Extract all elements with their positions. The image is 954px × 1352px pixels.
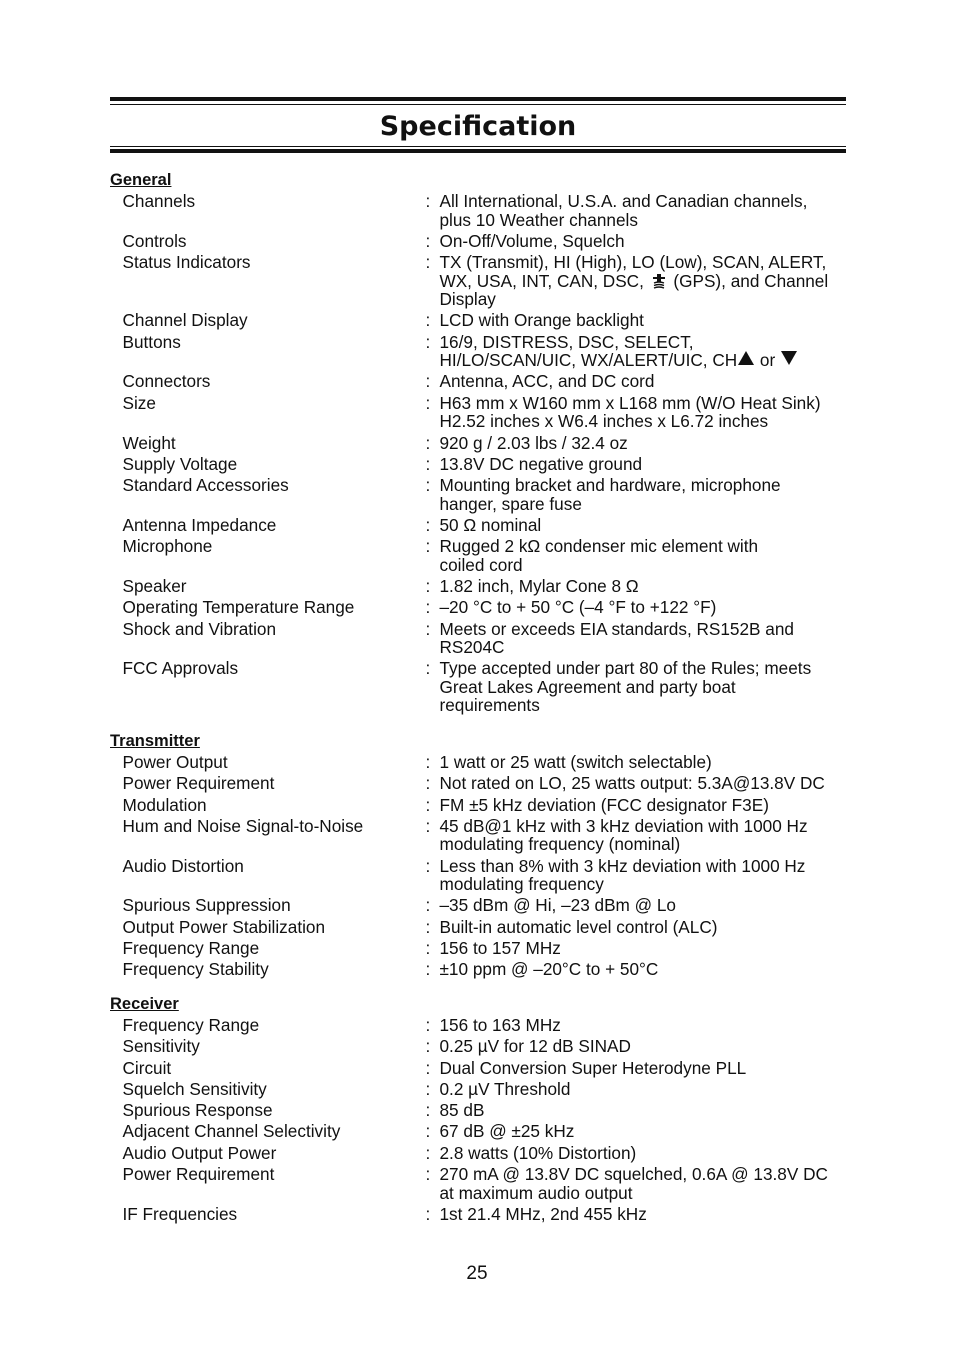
spec-value-line [440,1101,860,1120]
spec-value-text: Rugged 2 kΩ condenser mic element with [439,536,759,557]
spec-row-if-frequencies [110,1205,870,1224]
spec-colon: : [425,1078,431,1099]
spec-value-text: All International, U.S.A. and Canadian channels, [439,191,808,211]
spec-label: Frequency Stability [122,959,269,980]
spec-value-line [440,516,860,535]
spec-colon: : [425,1057,431,1078]
transmitter-section [110,731,870,982]
spec-value-text: 270 mA @ 13.8V DC squelched, 0.6A @ 13.8V DC [439,1164,828,1185]
spec-value-text: WX, USA, INT, CAN, DSC, [439,270,649,291]
spec-row-channels [110,192,870,229]
spec-value-line [440,678,860,697]
spec-value-line [440,960,860,979]
spec-label: Buttons [122,331,181,352]
spec-colon: : [425,1015,431,1035]
spec-value-text: modulating frequency (nominal) [439,834,681,855]
spec-value-line [440,774,860,793]
spec-row-size [110,394,870,431]
spec-value-line [440,556,860,575]
spec-row-operating-temperature-range [110,598,870,617]
spec-label: Size [122,392,156,413]
spec-label: Hum and Noise Signal-to-Noise [122,815,364,836]
spec-value [440,232,860,251]
spec-value-text: H2.52 inches x W6.4 inches x L6.72 inches [439,411,769,432]
spec-row-shock-and-vibration [110,620,870,657]
spec-value-line [440,1205,860,1224]
spec-value-text: –35 dBm @ Hi, –23 dBm @ Lo [439,895,676,916]
spec-row-microphone [110,537,870,574]
spec-value-line [440,434,860,453]
spec-colon: : [425,576,431,597]
spec-value-text: requirements [439,695,540,716]
spec-colon: : [425,1036,431,1057]
spec-value-line [440,1122,860,1141]
spec-colon: : [425,331,431,352]
spec-label: Modulation [122,794,207,815]
spec-row-status-indicators [110,253,870,309]
spec-value-line [440,918,860,937]
spec-value-text: –20 °C to + 50 °C (–4 °F to +122 °F) [439,597,717,618]
spec-colon: : [425,191,431,211]
spec-value [440,253,860,309]
spec-value-line [440,659,860,678]
spec-label: Spurious Suppression [122,895,291,916]
spec-value-text: 1 watt or 25 watt (switch selectable) [439,752,712,772]
spec-label: Connectors [122,371,211,392]
spec-colon: : [425,658,431,679]
spec-colon: : [425,536,431,557]
spec-value-line [440,1184,860,1203]
spec-value [440,1016,860,1035]
spec-label: Supply Voltage [122,453,238,474]
spec-value-text: FM ±5 kHz deviation (FCC designator F3E) [439,794,769,815]
spec-value-line [440,537,860,556]
spec-value-line [440,211,860,230]
spec-value-line [440,394,860,413]
spec-value-text: 0.25 µV for 12 dB SINAD [439,1036,631,1057]
spec-value-text: 2.8 watts (10% Distortion) [439,1142,637,1163]
spec-value-text: Type accepted under part 80 of the Rules; meets [439,658,812,679]
spec-value-line [440,1144,860,1163]
spec-row-sensitivity [110,1037,870,1056]
spec-colon: : [425,1100,431,1121]
spec-value-text: 920 g / 2.03 lbs / 32.4 oz [439,432,628,453]
spec-colon: : [425,895,431,916]
spec-value-text: 1.82 inch, Mylar Cone 8 Ω [439,576,639,597]
spec-value [440,817,860,854]
spec-value-text: Less than 8% with 3 kHz deviation with 1000 Hz [439,855,806,876]
spec-value-line [440,857,860,876]
spec-colon: : [425,752,431,772]
spec-label: Microphone [122,536,213,557]
spec-value-line [440,620,860,639]
spec-label: Weight [122,432,176,453]
spec-value-line [440,577,860,596]
spec-colon: : [425,1121,431,1142]
gps-suffix-text: (GPS), and Channel [668,270,829,291]
spec-value-text: LCD with Orange backlight [439,310,644,331]
spec-row-spurious-response [110,1101,870,1120]
spec-label: Channel Display [122,310,248,331]
spec-value-line [440,939,860,958]
spec-label: Frequency Range [122,1015,260,1035]
spec-value-line [440,1165,860,1184]
spec-label: Squelch Sensitivity [122,1078,267,1099]
spec-value-text: TX (Transmit), HI (High), LO (Low), SCAN, ALERT, [439,252,827,273]
spec-row-circuit [110,1059,870,1078]
spec-value-line [440,638,860,657]
spec-value-line [440,817,860,836]
spec-value-text: Mounting bracket and hardware, microphone [439,475,781,496]
spec-value [440,455,860,474]
spec-row-buttons [110,333,870,370]
spec-value-text: 13.8V DC negative ground [439,453,643,474]
section-heading-transmitter: Transmitter [110,732,200,750]
spec-row-supply-voltage [110,455,870,474]
spec-label: Speaker [122,576,187,597]
spec-label: Power Requirement [122,1164,275,1185]
general-section [110,170,870,718]
spec-value [440,896,860,915]
spec-value-text: 45 dB@1 kHz with 3 kHz deviation with 1000 Hz [439,815,808,836]
spec-colon: : [425,230,431,251]
spec-colon: : [425,1164,431,1185]
spec-value [440,1101,860,1120]
spec-row-power-requirement [110,1165,870,1202]
receiver-section [110,994,870,1226]
spec-label: Spurious Response [122,1100,273,1121]
spec-row-speaker [110,577,870,596]
spec-value-line [440,1059,860,1078]
spec-value [440,1059,860,1078]
spec-colon: : [425,475,431,496]
spec-value-line [440,351,860,370]
spec-value-line [440,412,860,431]
spec-value-text: Antenna, ACC, and DC cord [439,371,655,392]
spec-colon: : [425,310,431,331]
spec-value [440,516,860,535]
spec-value [440,192,860,229]
spec-value-text: modulating frequency [439,874,604,895]
spec-value [440,434,860,453]
spec-label: Circuit [122,1057,172,1078]
spec-value-text: plus 10 Weather channels [439,209,638,230]
spec-value [440,1205,860,1224]
spec-value-line [440,1080,860,1099]
spec-row-controls [110,232,870,251]
spec-label: Audio Distortion [122,855,244,876]
spec-label: Status Indicators [122,252,251,273]
spec-value [440,939,860,958]
spec-label: Shock and Vibration [122,618,277,639]
spec-value-line [440,753,860,772]
spec-label: Standard Accessories [122,475,289,496]
or-text: or [755,350,780,371]
page-title: Specification [379,111,577,142]
spec-row-squelch-sensitivity [110,1080,870,1099]
spec-value [440,1122,860,1141]
spec-value [440,537,860,574]
spec-value-text: Great Lakes Agreement and party boat [439,676,736,697]
spec-label: Adjacent Channel Selectivity [122,1121,341,1142]
spec-value-text: Built-in automatic level control (ALC) [439,916,718,937]
spec-row-adjacent-channel-selectivity [110,1122,870,1141]
spec-colon: : [425,514,431,535]
spec-value-line [440,598,860,617]
spec-colon: : [425,1203,431,1224]
spec-row-weight [110,434,870,453]
spec-row-antenna-impedance [110,516,870,535]
spec-value-line [440,835,860,854]
spec-colon: : [425,432,431,453]
spec-value-text: 50 Ω nominal [439,514,542,535]
spec-value [440,918,860,937]
spec-value [440,476,860,513]
spec-row-power-output [110,753,870,772]
spec-colon: : [425,773,431,794]
spec-label: Sensitivity [122,1036,200,1057]
spec-value [440,598,860,617]
spec-value-text: 67 dB @ ±25 kHz [439,1121,575,1142]
spec-value [440,753,860,772]
spec-label: Frequency Range [122,938,260,959]
spec-label: Controls [122,230,187,251]
spec-colon: : [425,855,431,876]
spec-value-line [440,232,860,251]
title-rule-top-thick [110,97,846,101]
spec-value [440,394,860,431]
spec-value-line [440,455,860,474]
spec-value [440,620,860,657]
spec-row-frequency-range [110,1016,870,1035]
spec-value-line [440,495,860,514]
title-rule-top-thin [110,104,846,105]
spec-row-output-power-stabilization [110,918,870,937]
spec-value-line [440,875,860,894]
spec-value-line [440,1037,860,1056]
spec-label: FCC Approvals [122,658,239,679]
spec-value [440,796,860,815]
spec-row-standard-accessories [110,476,870,513]
spec-label: Operating Temperature Range [122,597,355,618]
spec-value [440,774,860,793]
spec-colon: : [425,1142,431,1163]
spec-value-line [440,696,860,715]
spec-label: Antenna Impedance [122,514,277,535]
spec-value-text: Dual Conversion Super Heterodyne PLL [439,1057,747,1078]
spec-value-text: Not rated on LO, 25 watts output: 5.3A@13.8V DC [439,773,825,794]
spec-row-hum-and-noise-signal-to-noise [110,817,870,854]
spec-colon: : [425,597,431,618]
spec-row-fcc-approvals [110,659,870,715]
spec-value [440,1165,860,1202]
section-heading-general: General [110,171,172,189]
spec-value-text: Display [439,289,496,310]
spec-row-modulation [110,796,870,815]
spec-row-channel-display [110,311,870,330]
spec-value-text: coiled cord [439,554,523,575]
spec-colon: : [425,794,431,815]
spec-value-line [440,476,860,495]
spec-value-line [440,1016,860,1035]
spec-colon: : [425,392,431,413]
title-rule-bottom-thick [110,149,846,153]
spec-label: IF Frequencies [122,1203,238,1224]
down-triangle-icon [781,351,797,365]
spec-label: Power Output [122,752,228,772]
spec-value-text: hanger, spare fuse [439,493,582,514]
spec-value-text: 0.2 µV Threshold [439,1078,571,1099]
spec-value [440,311,860,330]
spec-row-connectors [110,372,870,391]
spec-label: Output Power Stabilization [122,916,326,937]
spec-colon: : [425,252,431,273]
spec-value [440,857,860,894]
page-number: 25 [466,1263,488,1284]
spec-value-text: H63 mm x W160 mm x L168 mm (W/O Heat Sink) [439,392,821,413]
spec-colon: : [425,959,431,980]
spec-value-text: RS204C [439,637,505,658]
spec-value-text: 156 to 157 MHz [439,938,561,959]
spec-colon: : [425,371,431,392]
spec-value [440,1080,860,1099]
spec-value-text: 16/9, DISTRESS, DSC, SELECT, [439,331,694,352]
spec-label: Channels [122,191,196,211]
spec-row-power-requirement [110,774,870,793]
up-triangle-icon [738,351,754,365]
spec-row-audio-output-power [110,1144,870,1163]
spec-row-frequency-range [110,939,870,958]
spec-value-text: Meets or exceeds EIA standards, RS152B and [439,618,794,639]
spec-colon: : [425,938,431,959]
spec-label: Audio Output Power [122,1142,277,1163]
spec-value [440,577,860,596]
spec-label: Power Requirement [122,773,275,794]
spec-value [440,659,860,715]
spec-colon: : [425,618,431,639]
spec-row-audio-distortion [110,857,870,894]
spec-value [440,333,860,370]
spec-value-line [440,192,860,211]
spec-value-line [440,372,860,391]
spec-value-text: 156 to 163 MHz [439,1015,561,1035]
spec-colon: : [425,916,431,937]
spec-value [440,372,860,391]
spec-value-text: at maximum audio output [439,1182,633,1203]
spec-value [440,1037,860,1056]
spec-value [440,1144,860,1163]
spec-colon: : [425,453,431,474]
spec-value-line [440,796,860,815]
spec-value-text: On-Off/Volume, Squelch [439,230,625,251]
spec-value-text: 85 dB [439,1100,485,1121]
gps-satellite-icon [652,274,666,289]
spec-value-text: ±10 ppm @ –20°C to + 50°C [439,959,659,980]
title-rule-bottom-thin [110,146,846,147]
section-heading-receiver: Receiver [110,995,179,1013]
spec-value-text: 1st 21.4 MHz, 2nd 455 kHz [439,1203,647,1224]
spec-value-line [440,896,860,915]
spec-value-line [440,290,860,309]
spec-colon: : [425,815,431,836]
spec-value-line [440,272,860,291]
spec-value-text: HI/LO/SCAN/UIC, WX/ALERT/UIC, CH [439,350,738,371]
spec-value-line [440,253,860,272]
spec-value [440,960,860,979]
spec-value-line [440,333,860,352]
spec-row-spurious-suppression [110,896,870,915]
spec-row-frequency-stability [110,960,870,979]
spec-value-line [440,311,860,330]
